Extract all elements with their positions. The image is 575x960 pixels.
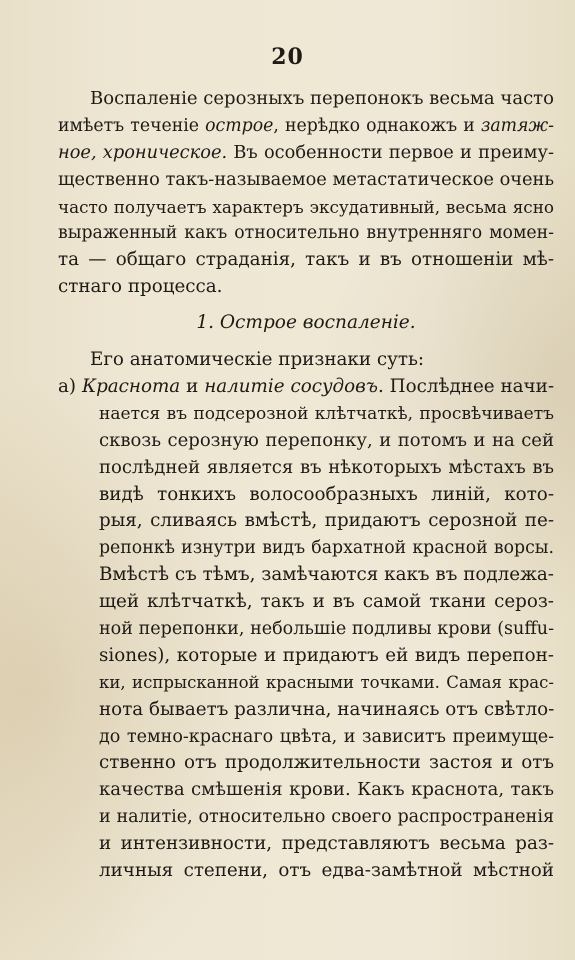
text-line: ной перепонки, небольшіе подливы крови (suffu- xyxy=(99,619,554,640)
text-line: siones), которые и придаютъ ей видъ перепон- xyxy=(99,644,554,666)
text-line: нается въ подсерозной клѣтчаткѣ, просвѣчиваетъ xyxy=(99,403,554,424)
text-line: рыя, сливаясь вмѣстѣ, придаютъ серозной пе- xyxy=(99,510,554,532)
list-marker: а) xyxy=(58,376,82,398)
text-line: и интензивности, представляютъ весьма раз- xyxy=(99,833,554,855)
text-line: видѣ тонкихъ волосообразныхъ линій, кото- xyxy=(99,483,554,505)
intro-line: Его анатомическіе признаки суть: xyxy=(90,349,425,371)
text-line: щественно такъ-называемое метастатическое очень xyxy=(58,168,555,190)
text-line: стнаго процесса. xyxy=(58,276,223,298)
text-line: Воспаленіе серозныхъ перепонокъ весьма часто xyxy=(90,88,554,109)
text-line: качества смѣшенія крови. Какъ краснота, такъ xyxy=(99,779,554,801)
text-line: ное, хроническое. Въ особенности первое и преиму- xyxy=(58,141,554,163)
text-line: имѣетъ теченіе острое, нерѣдко однакожъ и затяж- xyxy=(58,115,554,136)
text-line: выраженный какъ относительно внутренняго момен- xyxy=(58,223,554,244)
text-line: послѣдней является въ нѣкоторыхъ мѣстахъ въ xyxy=(99,456,554,478)
text-line: и налитіе, относительно своего распространенія xyxy=(99,807,554,828)
text-line: репонкѣ изнутри видъ бархатной красной ворсы. xyxy=(99,538,554,559)
text-line: часто получаетъ характеръ эксудативный, весьма ясно xyxy=(58,196,554,217)
text-line: до темно-краснаго цвѣта, и зависитъ преимуще- xyxy=(99,726,554,747)
section-heading: 1. Острое воспаленіе. xyxy=(196,312,416,334)
body-text xyxy=(58,86,554,885)
text-line: Вмѣстѣ съ тѣмъ, замѣчаются какъ въ подлежа- xyxy=(99,564,554,586)
page-number: 20 xyxy=(271,44,304,70)
text-line: сквозь серозную перепонку, и потомъ и на сей xyxy=(99,429,554,451)
text-line: та — общаго страданія, такъ и въ отношеніи мѣ- xyxy=(58,249,554,271)
text-line: ственно отъ продолжительности застоя и отъ xyxy=(99,752,554,774)
list-item-a: а) Краснота и налитіе сосудовъ. Послѣднее начи- xyxy=(58,376,555,398)
text-line: ки, испрысканной красными точками. Самая крас- xyxy=(99,672,554,692)
text-line: личныя степени, отъ едва-замѣтной мѣстной xyxy=(99,860,554,882)
text-line: нота бываетъ различна, начинаясь отъ свѣтло- xyxy=(99,698,555,720)
text-line: щей клѣтчаткѣ, такъ и въ самой ткани сероз- xyxy=(99,591,554,613)
